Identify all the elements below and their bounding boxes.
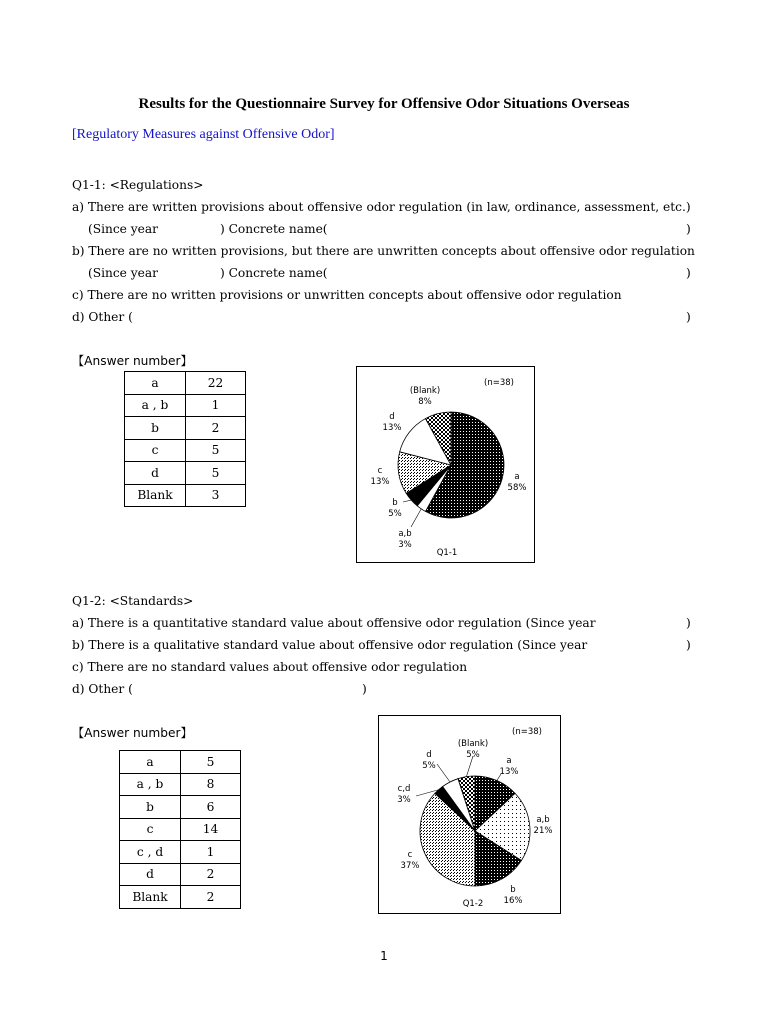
q2-table-row xyxy=(120,841,241,864)
pie-slice-label: d xyxy=(389,412,395,422)
pie-slice-percent: 21% xyxy=(533,826,553,836)
pie-leader-line xyxy=(403,500,411,502)
pie-slice-percent: 13% xyxy=(382,423,402,433)
q2-b-close-paren: ) xyxy=(686,638,691,652)
chart-title: Q1-1 xyxy=(436,548,458,558)
q2-answer-table xyxy=(119,750,241,909)
q1-d-close-paren: ) xyxy=(686,310,691,324)
pie-slice-label: a xyxy=(506,756,512,766)
section-heading: [Regulatory Measures against Offensive Odor] xyxy=(72,127,335,142)
pie-slice-percent: 13% xyxy=(370,477,390,487)
q1-answer-count: 5 xyxy=(186,462,246,485)
q1-answer-key: a xyxy=(125,372,186,395)
q2-table-row xyxy=(120,886,241,909)
pie-slice-label: (Blank) xyxy=(457,739,489,749)
pie-slice-label: a,b xyxy=(536,815,550,825)
q2-option-b: b) There is a qualitative standard value about offensive odor regulation (Since year xyxy=(72,638,588,652)
q2-table-row xyxy=(120,796,241,819)
q1-table-row xyxy=(125,439,246,462)
q1-answer-count: 2 xyxy=(186,417,246,440)
q1-answer-count: 22 xyxy=(186,372,246,395)
q2-answer-count: 8 xyxy=(181,773,241,796)
q2-table-row xyxy=(120,863,241,886)
pie-slice-percent: 16% xyxy=(503,896,523,906)
q1-answer-key: a , b xyxy=(125,394,186,417)
pie-slice-label: b xyxy=(392,498,398,508)
q2-option-d: d) Other ( xyxy=(72,682,133,696)
q1-answer-key: c xyxy=(125,439,186,462)
q2-answer-key: c , d xyxy=(120,841,181,864)
q1-table-row xyxy=(125,417,246,440)
q2-option-a: a) There is a quantitative standard value about offensive odor regulation (Since year xyxy=(72,616,596,630)
q1-answer-label: 【Answer number】 xyxy=(72,354,193,368)
q1-option-b-sub: (Since year ) Concrete name( xyxy=(88,266,328,280)
q1-answer-table xyxy=(124,371,246,507)
pie-leader-line xyxy=(437,764,450,782)
q2-answer-key: a , b xyxy=(120,773,181,796)
q2-answer-key: a xyxy=(120,751,181,774)
pie-slice-label: (Blank) xyxy=(409,386,441,396)
pie-slice-label: c,d xyxy=(397,784,411,794)
q1-option-a-sub: (Since year ) Concrete name( xyxy=(88,222,328,236)
pie-leader-line xyxy=(411,509,421,527)
q1-option-b: b) There are no written provisions, but there are unwritten concepts about offensive odor regulation xyxy=(72,244,695,258)
q1-answer-count: 3 xyxy=(186,484,246,507)
q2-heading: Q1-2: <Standards> xyxy=(72,594,194,608)
pie-slice-percent: 5% xyxy=(466,750,480,760)
q2-answer-count: 2 xyxy=(181,863,241,886)
q2-answer-count: 14 xyxy=(181,818,241,841)
q1-table-row xyxy=(125,372,246,395)
page-number: 1 xyxy=(380,949,388,963)
pie-slice-label: c xyxy=(377,466,383,476)
q1-a-close-paren: ) xyxy=(686,222,691,236)
q2-option-c: c) There are no standard values about offensive odor regulation xyxy=(72,660,468,674)
q2-answer-count: 6 xyxy=(181,796,241,819)
chart-n-label: (n=38) xyxy=(512,727,542,737)
q1-table-row xyxy=(125,484,246,507)
q1-answer-count: 1 xyxy=(186,394,246,417)
q2-answer-key: d xyxy=(120,863,181,886)
q2-table-row xyxy=(120,773,241,796)
q1-answer-key: Blank xyxy=(125,484,186,507)
pie-slice-percent: 13% xyxy=(499,767,519,777)
pie-slice-percent: 5% xyxy=(388,509,402,519)
pie-slice-percent: 5% xyxy=(422,761,436,771)
pie-slice-percent: 58% xyxy=(507,483,527,493)
q1-b-close-paren: ) xyxy=(686,266,691,280)
q1-table-row xyxy=(125,394,246,417)
q1-table-row xyxy=(125,462,246,485)
pie-slice-label: a xyxy=(514,472,520,482)
q1-heading: Q1-1: <Regulations> xyxy=(72,178,204,192)
chart-n-label: (n=38) xyxy=(484,378,514,388)
pie-slice-label: b xyxy=(510,885,516,895)
q1-answer-key: d xyxy=(125,462,186,485)
q2-table-row xyxy=(120,818,241,841)
pie-slice-percent: 8% xyxy=(418,397,432,407)
pie-slice-label: c xyxy=(407,850,413,860)
pie-slice-percent: 3% xyxy=(397,795,411,805)
q2-pie-chart xyxy=(378,715,561,914)
q1-option-d: d) Other ( xyxy=(72,310,133,324)
q1-option-c: c) There are no written provisions or unwritten concepts about offensive odor regulation xyxy=(72,288,622,302)
q1-option-a: a) There are written provisions about offensive odor regulation (in law, ordinance, assessment, etc.) xyxy=(72,200,691,214)
q2-answer-key: Blank xyxy=(120,886,181,909)
q1-answer-count: 5 xyxy=(186,439,246,462)
q1-answer-key: b xyxy=(125,417,186,440)
pie-slice-percent: 37% xyxy=(400,861,420,871)
q1-pie-chart xyxy=(356,366,535,563)
pie-slice-label: d xyxy=(426,750,432,760)
q2-a-close-paren: ) xyxy=(686,616,691,630)
q2-answer-key: c xyxy=(120,818,181,841)
q2-answer-count: 5 xyxy=(181,751,241,774)
q2-d-close-paren: ) xyxy=(362,682,367,696)
pie-slice-percent: 3% xyxy=(398,540,412,550)
pie-slice-label: a,b xyxy=(398,529,412,539)
q2-table-row xyxy=(120,751,241,774)
chart-title: Q1-2 xyxy=(462,899,484,909)
q2-answer-label: 【Answer number】 xyxy=(72,726,193,740)
q2-answer-count: 2 xyxy=(181,886,241,909)
page-title: Results for the Questionnaire Survey for Offensive Odor Situations Overseas xyxy=(138,96,630,112)
q2-answer-key: b xyxy=(120,796,181,819)
q2-answer-count: 1 xyxy=(181,841,241,864)
